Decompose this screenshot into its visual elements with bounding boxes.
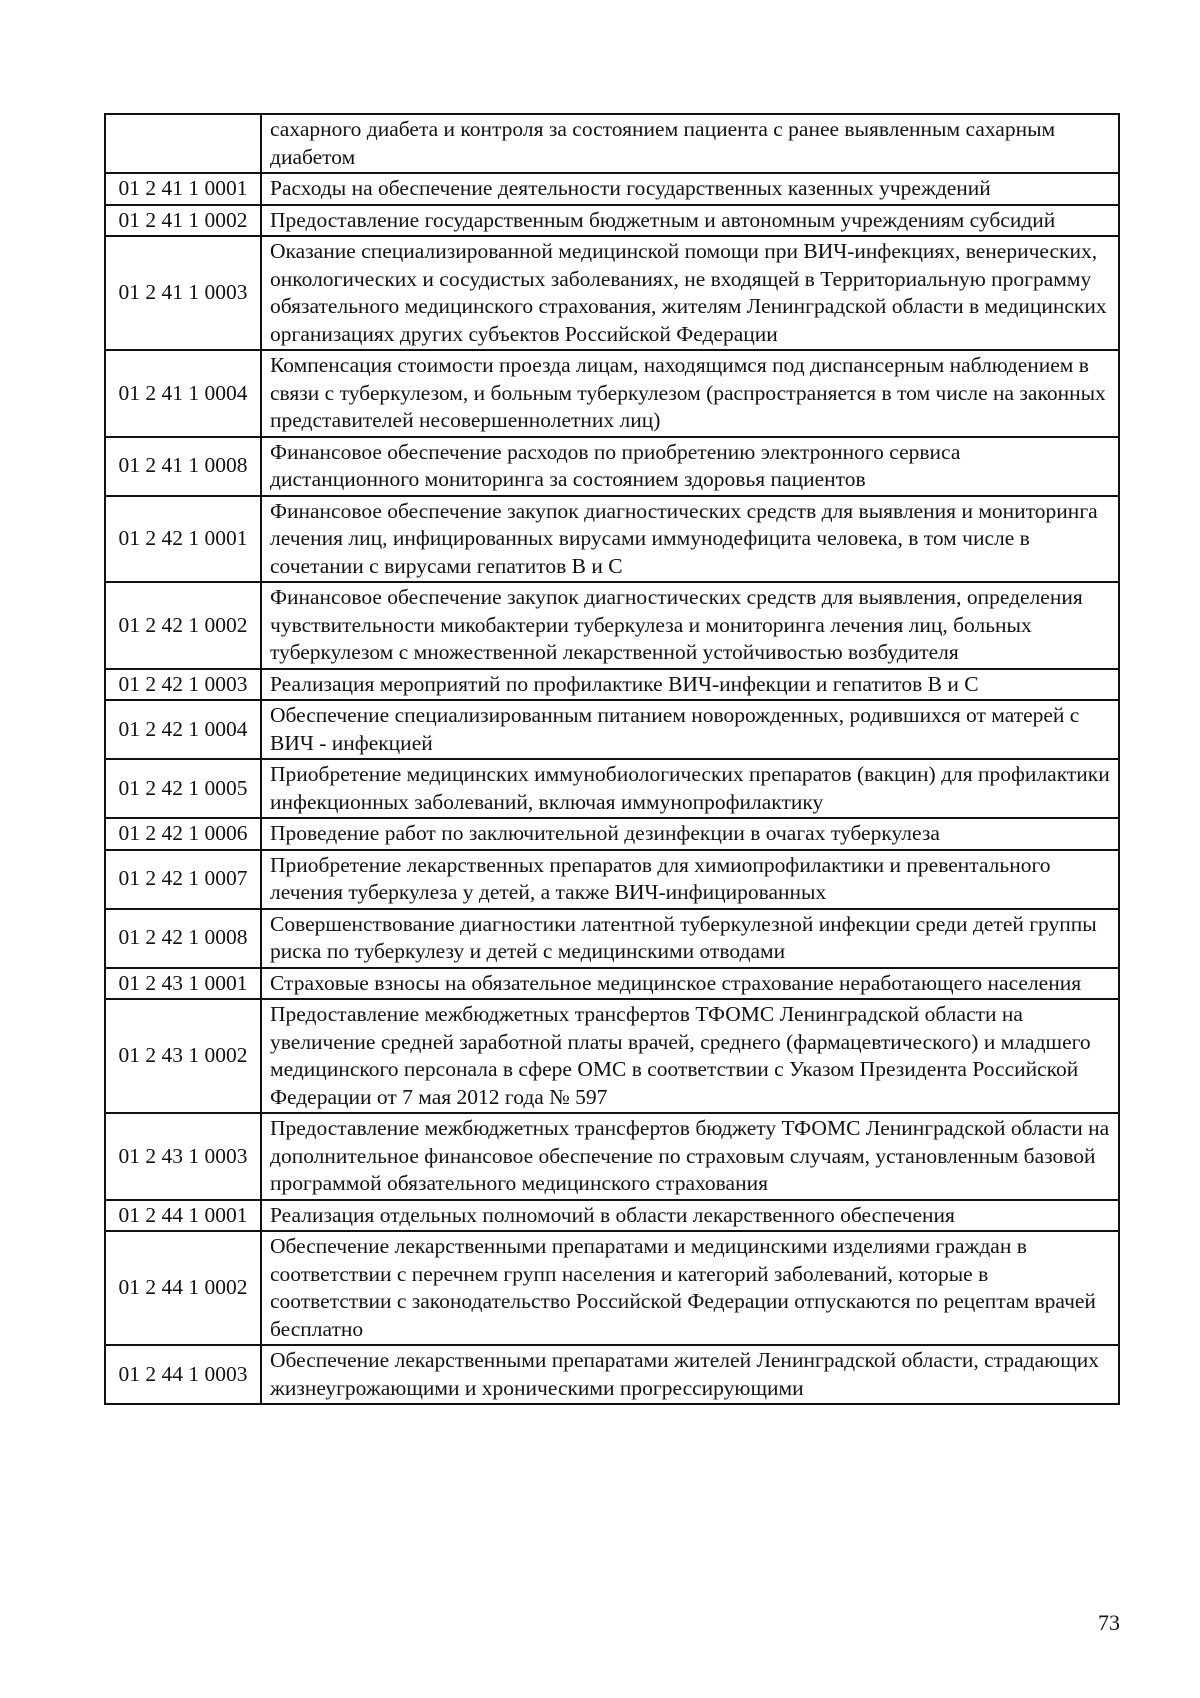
table-row [105, 669, 1119, 701]
row-code-cell: 01 2 42 1 0006 [105, 818, 261, 850]
row-code-cell: 01 2 41 1 0008 [105, 437, 261, 496]
row-description-cell: Предоставление межбюджетных трансфертов ТФОМС Ленинградской области на увеличение средней заработной платы врачей, среднего (фармацевтического) и младшего медицинского персонала в сфере ОМС в соответствии с Указом Президента Российской Федерации от 7 мая 2012 года № 597 [261, 999, 1119, 1113]
row-code-cell: 01 2 43 1 0001 [105, 968, 261, 1000]
table-row [105, 1231, 1119, 1345]
row-code-cell: 01 2 44 1 0002 [105, 1231, 261, 1345]
row-description-cell: Приобретение лекарственных препаратов для химиопрофилактики и превентального лечения туберкулеза у детей, а также ВИЧ-инфицированных [261, 850, 1119, 909]
row-code-cell: 01 2 44 1 0001 [105, 1200, 261, 1232]
row-description-cell: Реализация мероприятий по профилактике ВИЧ-инфекции и гепатитов В и С [261, 669, 1119, 701]
row-code-cell: 01 2 42 1 0002 [105, 582, 261, 669]
table-row [105, 350, 1119, 437]
row-code-cell: 01 2 42 1 0005 [105, 759, 261, 818]
table-row [105, 850, 1119, 909]
table-body [105, 114, 1119, 1404]
table-row [105, 437, 1119, 496]
table-row [105, 205, 1119, 237]
row-code-cell: 01 2 43 1 0003 [105, 1113, 261, 1200]
table-row [105, 759, 1119, 818]
row-code-cell: 01 2 42 1 0007 [105, 850, 261, 909]
table-row [105, 999, 1119, 1113]
table-row [105, 582, 1119, 669]
row-description-cell: Обеспечение специализированным питанием новорожденных, родившихся от матерей с ВИЧ - инфекцией [261, 700, 1119, 759]
table-row [105, 700, 1119, 759]
row-description-cell: Проведение работ по заключительной дезинфекции в очагах туберкулеза [261, 818, 1119, 850]
row-code-cell: 01 2 42 1 0003 [105, 669, 261, 701]
row-description-cell: Приобретение медицинских иммунобиологических препаратов (вакцин) для профилактики инфекционных заболеваний, включая иммунопрофилактику [261, 759, 1119, 818]
table-row [105, 496, 1119, 583]
row-description-cell: Реализация отдельных полномочий в области лекарственного обеспечения [261, 1200, 1119, 1232]
table-row [105, 1345, 1119, 1404]
table-row [105, 818, 1119, 850]
row-description-cell: Финансовое обеспечение расходов по приобретению электронного сервиса дистанционного мониторинга за состоянием здоровья пациентов [261, 437, 1119, 496]
row-description-cell: Предоставление государственным бюджетным и автономным учреждениям субсидий [261, 205, 1119, 237]
row-code-cell: 01 2 42 1 0001 [105, 496, 261, 583]
row-description-cell: Обеспечение лекарственными препаратами жителей Ленинградской области, страдающих жизнеугрожающими и хроническими прогрессирующими [261, 1345, 1119, 1404]
row-code-cell: 01 2 43 1 0002 [105, 999, 261, 1113]
row-description-cell: Оказание специализированной медицинской помощи при ВИЧ-инфекциях, венерических, онкологических и сосудистых заболеваниях, не входящей в Территориальную программу обязательного медицинского страхования, жителям Ленинградской области в медицинских организациях других субъектов Российской Федерации [261, 236, 1119, 350]
row-code-cell: 01 2 44 1 0003 [105, 1345, 261, 1404]
row-description-cell: Совершенствование диагностики латентной туберкулезной инфекции среди детей группы риска по туберкулезу и детей с медицинскими отводами [261, 909, 1119, 968]
row-description-cell: сахарного диабета и контроля за состоянием пациента с ранее выявленным сахарным диабетом [261, 114, 1119, 173]
row-description-cell: Финансовое обеспечение закупок диагностических средств для выявления и мониторинга лечения лиц, инфицированных вирусами иммунодефицита человека, в том числе в сочетании с вирусами гепатитов В и С [261, 496, 1119, 583]
table-row [105, 1200, 1119, 1232]
table-row [105, 173, 1119, 205]
budget-code-table [104, 113, 1120, 1405]
row-code-cell: 01 2 41 1 0004 [105, 350, 261, 437]
row-description-cell: Предоставление межбюджетных трансфертов бюджету ТФОМС Ленинградской области на дополнительное финансовое обеспечение по страховым случаям, установленным базовой программой обязательного медицинского страхования [261, 1113, 1119, 1200]
row-description-cell: Расходы на обеспечение деятельности государственных казенных учреждений [261, 173, 1119, 205]
table-row [105, 236, 1119, 350]
table-row [105, 114, 1119, 173]
row-code-cell [105, 114, 261, 173]
row-code-cell: 01 2 42 1 0008 [105, 909, 261, 968]
row-code-cell: 01 2 41 1 0001 [105, 173, 261, 205]
row-code-cell: 01 2 41 1 0002 [105, 205, 261, 237]
row-description-cell: Компенсация стоимости проезда лицам, находящимся под диспансерным наблюдением в связи с туберкулезом, и больным туберкулезом (распространяется в том числе на законных представителей несовершеннолетних лиц) [261, 350, 1119, 437]
table-row [105, 968, 1119, 1000]
row-code-cell: 01 2 41 1 0003 [105, 236, 261, 350]
table-row [105, 909, 1119, 968]
row-description-cell: Страховые взносы на обязательное медицинское страхование неработающего населения [261, 968, 1119, 1000]
row-description-cell: Обеспечение лекарственными препаратами и медицинскими изделиями граждан в соответствии с перечнем групп населения и категорий заболеваний, которые в соответствии с законодательство Российской Федерации отпускаются по рецептам врачей бесплатно [261, 1231, 1119, 1345]
page-number: 73 [1098, 1610, 1120, 1635]
row-code-cell: 01 2 42 1 0004 [105, 700, 261, 759]
row-description-cell: Финансовое обеспечение закупок диагностических средств для выявления, определения чувствительности микобактерии туберкулеза и мониторинга лечения лиц, больных туберкулезом с множественной лекарственной устойчивостью возбудителя [261, 582, 1119, 669]
table-row [105, 1113, 1119, 1200]
